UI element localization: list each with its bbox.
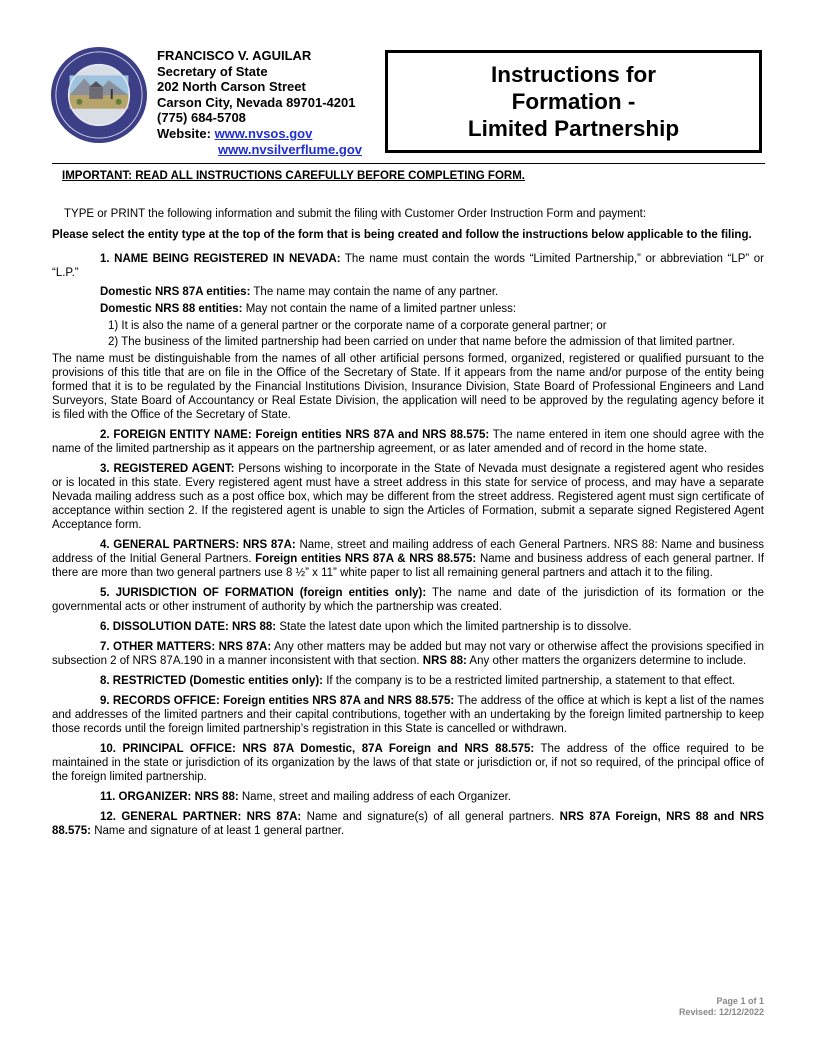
item-7-bold-2: NRS 88:: [422, 655, 467, 667]
item-4-text-2: Name and business address of each general partner. If there are more than two general partners use 8 ½” x 11” white paper to list all remaining general partners and attach it to the filing.: [52, 553, 765, 579]
item-8-title: 8. RESTRICTED (Domestic entities only):: [100, 675, 324, 687]
item-12-bold-2: NRS 87A Foreign, NRS 88 and NRS 88.575:: [52, 811, 765, 837]
item-1-paragraph: The name must be distinguishable from the names of all other artificial persons formed, organized, registered or qualified pursuant to the provisions of this title that are on file in the Office of the Secretary of State. If it appears from the name and/or purpose of the entity being formed that it is to be regulated by the Financial Institutions Division, Insurance Division, State Board of Professional Engineers and Land Surveyors, State Board of Accountancy or Real Estate Division, the application will need to be approved by the regulating agency before it is filed with the Office of the Secretary of State.: [52, 353, 764, 421]
item-3-title: 3. REGISTERED AGENT:: [100, 463, 235, 475]
instruction-item-2: [52, 428, 764, 456]
item-11-title: 11. ORGANIZER: NRS 88:: [100, 791, 239, 803]
item-4-text-1: Name, street and mailing address of each General Partners. NRS 88: Name and business address of the Initial General Partners.: [52, 539, 765, 565]
item-1-dom88-text: May not contain the name of a limited partner unless:: [242, 303, 517, 315]
item-7-text-2: Any other matters the organizers determine to include.: [466, 655, 747, 667]
sos-city: Carson City, Nevada 89701-4201: [157, 94, 356, 110]
instruction-item-9: [52, 694, 764, 736]
important-notice: IMPORTANT: READ ALL INSTRUCTIONS CAREFULLY BEFORE COMPLETING FORM.: [62, 170, 525, 182]
header-divider: [52, 163, 765, 164]
instruction-item-6: [52, 620, 764, 634]
instruction-item-10: [52, 742, 764, 784]
sos-contact-block: [157, 48, 362, 157]
item-7-text-1: Any other matters may be added but may not vary or otherwise affect the provisions specified in subsection 2 of NRS 87A.190 in a manner inconsistent with that section.: [52, 641, 764, 667]
item-12-text-2: Name and signature of at least 1 general partner.: [91, 825, 345, 837]
item-12-title: 12. GENERAL PARTNER: NRS 87A:: [100, 811, 302, 823]
item-1-condition-1: 1) It is also the name of a general partner or the corporate name of a corporate general partner; or: [108, 320, 607, 332]
website-link-silverflume[interactable]: www.nvsilverflume.gov: [218, 141, 363, 157]
instruction-item-11: [52, 790, 764, 804]
item-9-text: The address of the office at which is kept a list of the names and addresses of the limited partners and their capital contributions, together with an undertaking by the foreign limited partnership to keep those records until the foreign limited partnership’s registration in this State is cancelled or withdrawn.: [52, 695, 765, 735]
item-8-text: If the company is to be a restricted limited partnership, a statement to that effect.: [323, 675, 736, 687]
instruction-item-1: [52, 252, 764, 280]
page-footer: [679, 996, 764, 1018]
state-seal-icon: [50, 46, 148, 144]
item-4-bold-2: Foreign entities NRS 87A & NRS 88.575:: [255, 553, 477, 565]
item-1-text: The name must contain the words “Limited Partnership,” or abbreviation “LP” or “L.P.”: [52, 253, 764, 279]
item-9-title: 9. RECORDS OFFICE: Foreign entities NRS 87A and NRS 88.575:: [100, 695, 455, 707]
select-note: Please select the entity type at the top of the form that is being created and follow the instructions below applicable to the filing.: [52, 229, 752, 241]
item-1-title: 1. NAME BEING REGISTERED IN NEVADA:: [100, 253, 341, 265]
item-6-title: 6. DISSOLUTION DATE: NRS 88:: [100, 621, 277, 633]
item-10-text: The address of the office required to be maintained in the state or jurisdiction of its organization by the laws of that state or jurisdiction or, if not so required, of the principal office of the foreign limited partnership.: [52, 743, 764, 783]
intro-text: TYPE or PRINT the following information and submit the filing with Customer Order Instruction Form and payment:: [64, 208, 647, 220]
revised-date: Revised: 12/12/2022: [678, 1007, 764, 1017]
website-label: Website:: [157, 125, 211, 141]
title-line-1: Instructions for: [490, 62, 656, 87]
item-3-text: Persons wishing to incorporate in the State of Nevada must designate a registered agent who resides or is located in this state. Every registered agent must have a street address in this state for service of process, and may have a separate Nevada mailing address such as a post office box, which may be different from the street address. Registered agent must sign certificate of acceptance within section 2. If the registered agent is unable to sign the Articles of Formation, submit a separate signed Registered Agent Acceptance form.: [52, 463, 765, 531]
item-5-text: The name and date of the jurisdiction of its formation or the governmental acts or other instrument of authority by which the partnership was created.: [52, 587, 764, 613]
sos-office: Secretary of State: [157, 63, 268, 79]
item-6-text: State the latest date upon which the limited partnership is to dissolve.: [276, 621, 632, 633]
item-2-title: 2. FOREIGN ENTITY NAME: Foreign entities NRS 87A and NRS 88.575:: [100, 429, 490, 441]
instruction-item-4: [52, 538, 764, 580]
instruction-item-7: [52, 640, 764, 668]
item-1-dom88-label: Domestic NRS 88 entities:: [100, 303, 243, 315]
item-12-text-1: Name and signature(s) of all general partners.: [301, 811, 560, 823]
instruction-item-5: [52, 586, 764, 614]
item-1-condition-2: 2) The business of the limited partnership had been carried on under that name before the admission of that limited partner.: [108, 336, 735, 348]
instruction-item-12: [52, 810, 764, 838]
sos-phone: (775) 684-5708: [157, 110, 246, 126]
item-11-text: Name, street and mailing address of each Organizer.: [238, 791, 511, 803]
item-2-text: The name entered in item one should agree with the name of the limited partnership as it appears on the partnership agreement, or as later amended and of record in the home state.: [52, 429, 764, 455]
item-1-domestic-88: [52, 302, 764, 316]
sos-name: FRANCISCO V. AGUILAR: [157, 48, 312, 63]
title-box: [385, 50, 762, 153]
instruction-item-8: [52, 674, 764, 688]
page-number: Page 1 of 1: [716, 996, 764, 1006]
item-1-domestic-87a: [52, 285, 764, 299]
item-1-dom87a-label: Domestic NRS 87A entities:: [100, 286, 251, 298]
item-10-title: 10. PRINCIPAL OFFICE: NRS 87A Domestic, 87A Foreign and NRS 88.575:: [100, 743, 535, 755]
item-7-title: 7. OTHER MATTERS: NRS 87A:: [100, 641, 272, 653]
sos-street: 202 North Carson Street: [157, 79, 306, 95]
instructions-body: [52, 207, 764, 844]
item-4-title: 4. GENERAL PARTNERS: NRS 87A:: [100, 539, 296, 551]
title-line-2: Formation -: [511, 89, 636, 114]
item-5-title: 5. JURISDICTION OF FORMATION (foreign entities only):: [100, 587, 427, 599]
website-link-nvsos[interactable]: www.nvsos.gov: [214, 125, 313, 141]
instruction-item-3: [52, 462, 764, 532]
title-line-3: Limited Partnership: [467, 116, 680, 141]
item-1-dom87a-text: The name may contain the name of any partner.: [250, 286, 499, 298]
